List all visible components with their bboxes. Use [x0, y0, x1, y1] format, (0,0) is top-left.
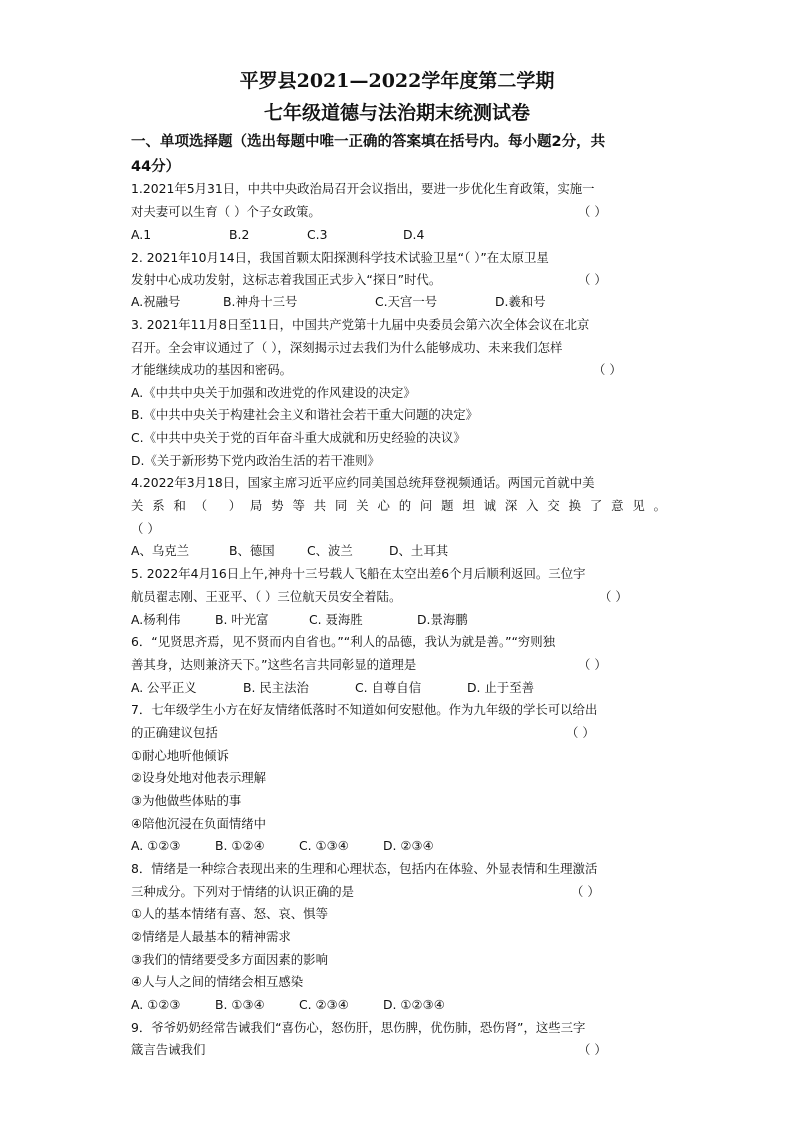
question-6-option-a: A. 公平正义 — [131, 680, 197, 695]
question-9-answer-bracket: （ ） — [578, 1042, 607, 1057]
question-3-option-c: C.《中共中央关于党的百年奋斗重大成就和历史经验的决议》 — [131, 430, 466, 445]
question-4-option-a: A、乌克兰 — [131, 543, 190, 558]
question-4-line2: 关系和（ ）局势等共同关心的问题坦诚深入交换了意见。 — [131, 498, 666, 513]
question-8-item-1: ①人的基本情绪有喜、怒、哀、惧等 — [131, 906, 328, 921]
question-8-option-d: D. ①②③④ — [383, 997, 445, 1012]
question-7-option-d: D. ②③④ — [383, 838, 434, 853]
question-8-option-c: C. ②③④ — [299, 997, 349, 1012]
question-6-option-b: B. 民主法治 — [243, 680, 309, 695]
question-3-option-d: D.《关于新形势下党内政治生活的若干准则》 — [131, 453, 380, 468]
question-1-option-a: A.1 — [131, 227, 152, 242]
question-8-item-2: ②情绪是人最基本的精神需求 — [131, 929, 291, 944]
question-5-line2: 航员翟志刚、王亚平、（ ）三位航天员安全着陆。 — [131, 589, 402, 604]
question-3-line2: 召开。全会审议通过了（ ），深刻揭示过去我们为什么能够成功、未来我们怎样 — [131, 340, 563, 355]
exam-title-line2: 七年级道德与法治期末统测试卷 — [263, 102, 530, 124]
question-1-option-d: D.4 — [403, 227, 425, 242]
question-2-answer-bracket: （ ） — [578, 272, 607, 287]
question-7-item-2: ②设身处地对他表示理解 — [131, 770, 267, 785]
question-2-option-a: A.祝融号 — [131, 294, 181, 309]
question-7-option-c: C. ①③④ — [299, 838, 349, 853]
section-heading-line2: 44分） — [131, 159, 181, 175]
question-8-item-3: ③我们的情绪要受多方面因素的影响 — [131, 952, 328, 967]
question-4-answer-bracket: （ ） — [131, 521, 160, 536]
question-1-line1: 1.2021年5月31日，中共中央政治局召开会议指出，要进一步优化生育政策，实施一 — [131, 181, 595, 196]
question-4-option-d: D、土耳其 — [389, 543, 449, 558]
question-4-option-b: B、德国 — [229, 543, 275, 558]
question-5-line1: 5. 2022年4月16日上午,神舟十三号载人飞船在太空出差6个月后顺利返回。三位宇 — [131, 566, 586, 581]
question-2-option-b: B.神舟十三号 — [223, 294, 298, 309]
question-1-option-c: C.3 — [307, 227, 328, 242]
question-1-option-b: B.2 — [229, 227, 250, 242]
question-8-option-b: B. ①③④ — [215, 997, 265, 1012]
question-3-option-b: B.《中共中央关于构建社会主义和谐社会若干重大问题的决定》 — [131, 407, 478, 422]
question-8-line1: 8．情绪是一种综合表现出来的生理和心理状态，包括内在体验、外显表情和生理激活 — [131, 861, 598, 876]
question-7-option-a: A. ①②③ — [131, 838, 181, 853]
question-2-line1: 2. 2021年10月14日，我国首颗太阳探测科学技术试验卫星“（ ）”在太原卫星 — [131, 250, 549, 265]
question-3-line3: 才能继续成功的基因和密码。 — [131, 362, 293, 377]
question-7-item-4: ④陪他沉浸在负面情绪中 — [131, 816, 267, 831]
question-8-answer-bracket: （ ） — [571, 884, 600, 899]
question-6-option-c: C. 自尊自信 — [355, 680, 422, 695]
question-8-line2: 三种成分。下列对于情绪的认识正确的是 — [131, 884, 355, 899]
question-6-option-d: D. 止于至善 — [467, 680, 534, 695]
question-7-line1: 7．七年级学生小方在好友情绪低落时不知道如何安慰他。作为九年级的学长可以给出 — [131, 702, 598, 717]
question-2-line2: 发射中心成功发射，这标志着我国正式步入“探日”时代。 — [131, 272, 442, 287]
section-heading-line1: 一、单项选择题（选出每题中唯一正确的答案填在括号内。每小题2分，共 — [131, 134, 606, 150]
exam-title-line1: 平罗县2021—2022学年度第二学期 — [239, 70, 555, 92]
question-9-line1: 9．爷爷奶奶经常告诫我们“喜伤心，怒伤肝，思伤脾，优伤肺，恐伤肾”，这些三字 — [131, 1020, 586, 1035]
question-1-line2: 对夫妻可以生育（ ）个子女政策。 — [131, 204, 321, 219]
question-7-answer-bracket: （ ） — [566, 725, 595, 740]
question-6-line2: 善其身，达则兼济天下。”这些名言共同彰显的道理是 — [131, 657, 417, 672]
question-8-item-4: ④人与人之间的情绪会相互感染 — [131, 974, 304, 989]
question-8-option-a: A. ①②③ — [131, 997, 181, 1012]
question-5-option-a: A.杨利伟 — [131, 612, 181, 627]
question-5-option-d: D.景海鹏 — [417, 612, 468, 627]
question-7-line2: 的正确建议包括 — [131, 725, 218, 740]
question-4-option-c: C、波兰 — [307, 543, 353, 558]
question-5-option-b: B. 叶光富 — [215, 612, 269, 627]
question-3-line1: 3. 2021年11月8日至11日，中国共产党第十九届中央委员会第六次全体会议在北京 — [131, 317, 590, 332]
question-4-line1: 4.2022年3月18日，国家主席习近平应约同美国总统拜登视频通话。两国元首就中美 — [131, 475, 595, 490]
question-5-answer-bracket: （ ） — [599, 589, 628, 604]
question-1-answer-bracket: （ ） — [578, 204, 607, 219]
question-7-item-3: ③为他做些体贴的事 — [131, 793, 242, 808]
question-6-answer-bracket: （ ） — [578, 657, 607, 672]
question-9-line2: 箴言告诫我们 — [131, 1042, 206, 1057]
question-3-option-a: A.《中共中央关于加强和改进党的作风建设的决定》 — [131, 385, 416, 400]
question-3-answer-bracket: （ ） — [593, 362, 622, 377]
question-7-item-1: ①耐心地听他倾诉 — [131, 748, 229, 763]
question-6-line1: 6．“见贤思齐焉，见不贤而内自省也。”“利人的品德，我认为就是善。”“穷则独 — [131, 634, 556, 649]
question-2-option-d: D.羲和号 — [495, 294, 546, 309]
question-5-option-c: C. 聂海胜 — [309, 612, 363, 627]
question-2-option-c: C.天宫一号 — [375, 294, 438, 309]
question-7-option-b: B. ①②④ — [215, 838, 265, 853]
